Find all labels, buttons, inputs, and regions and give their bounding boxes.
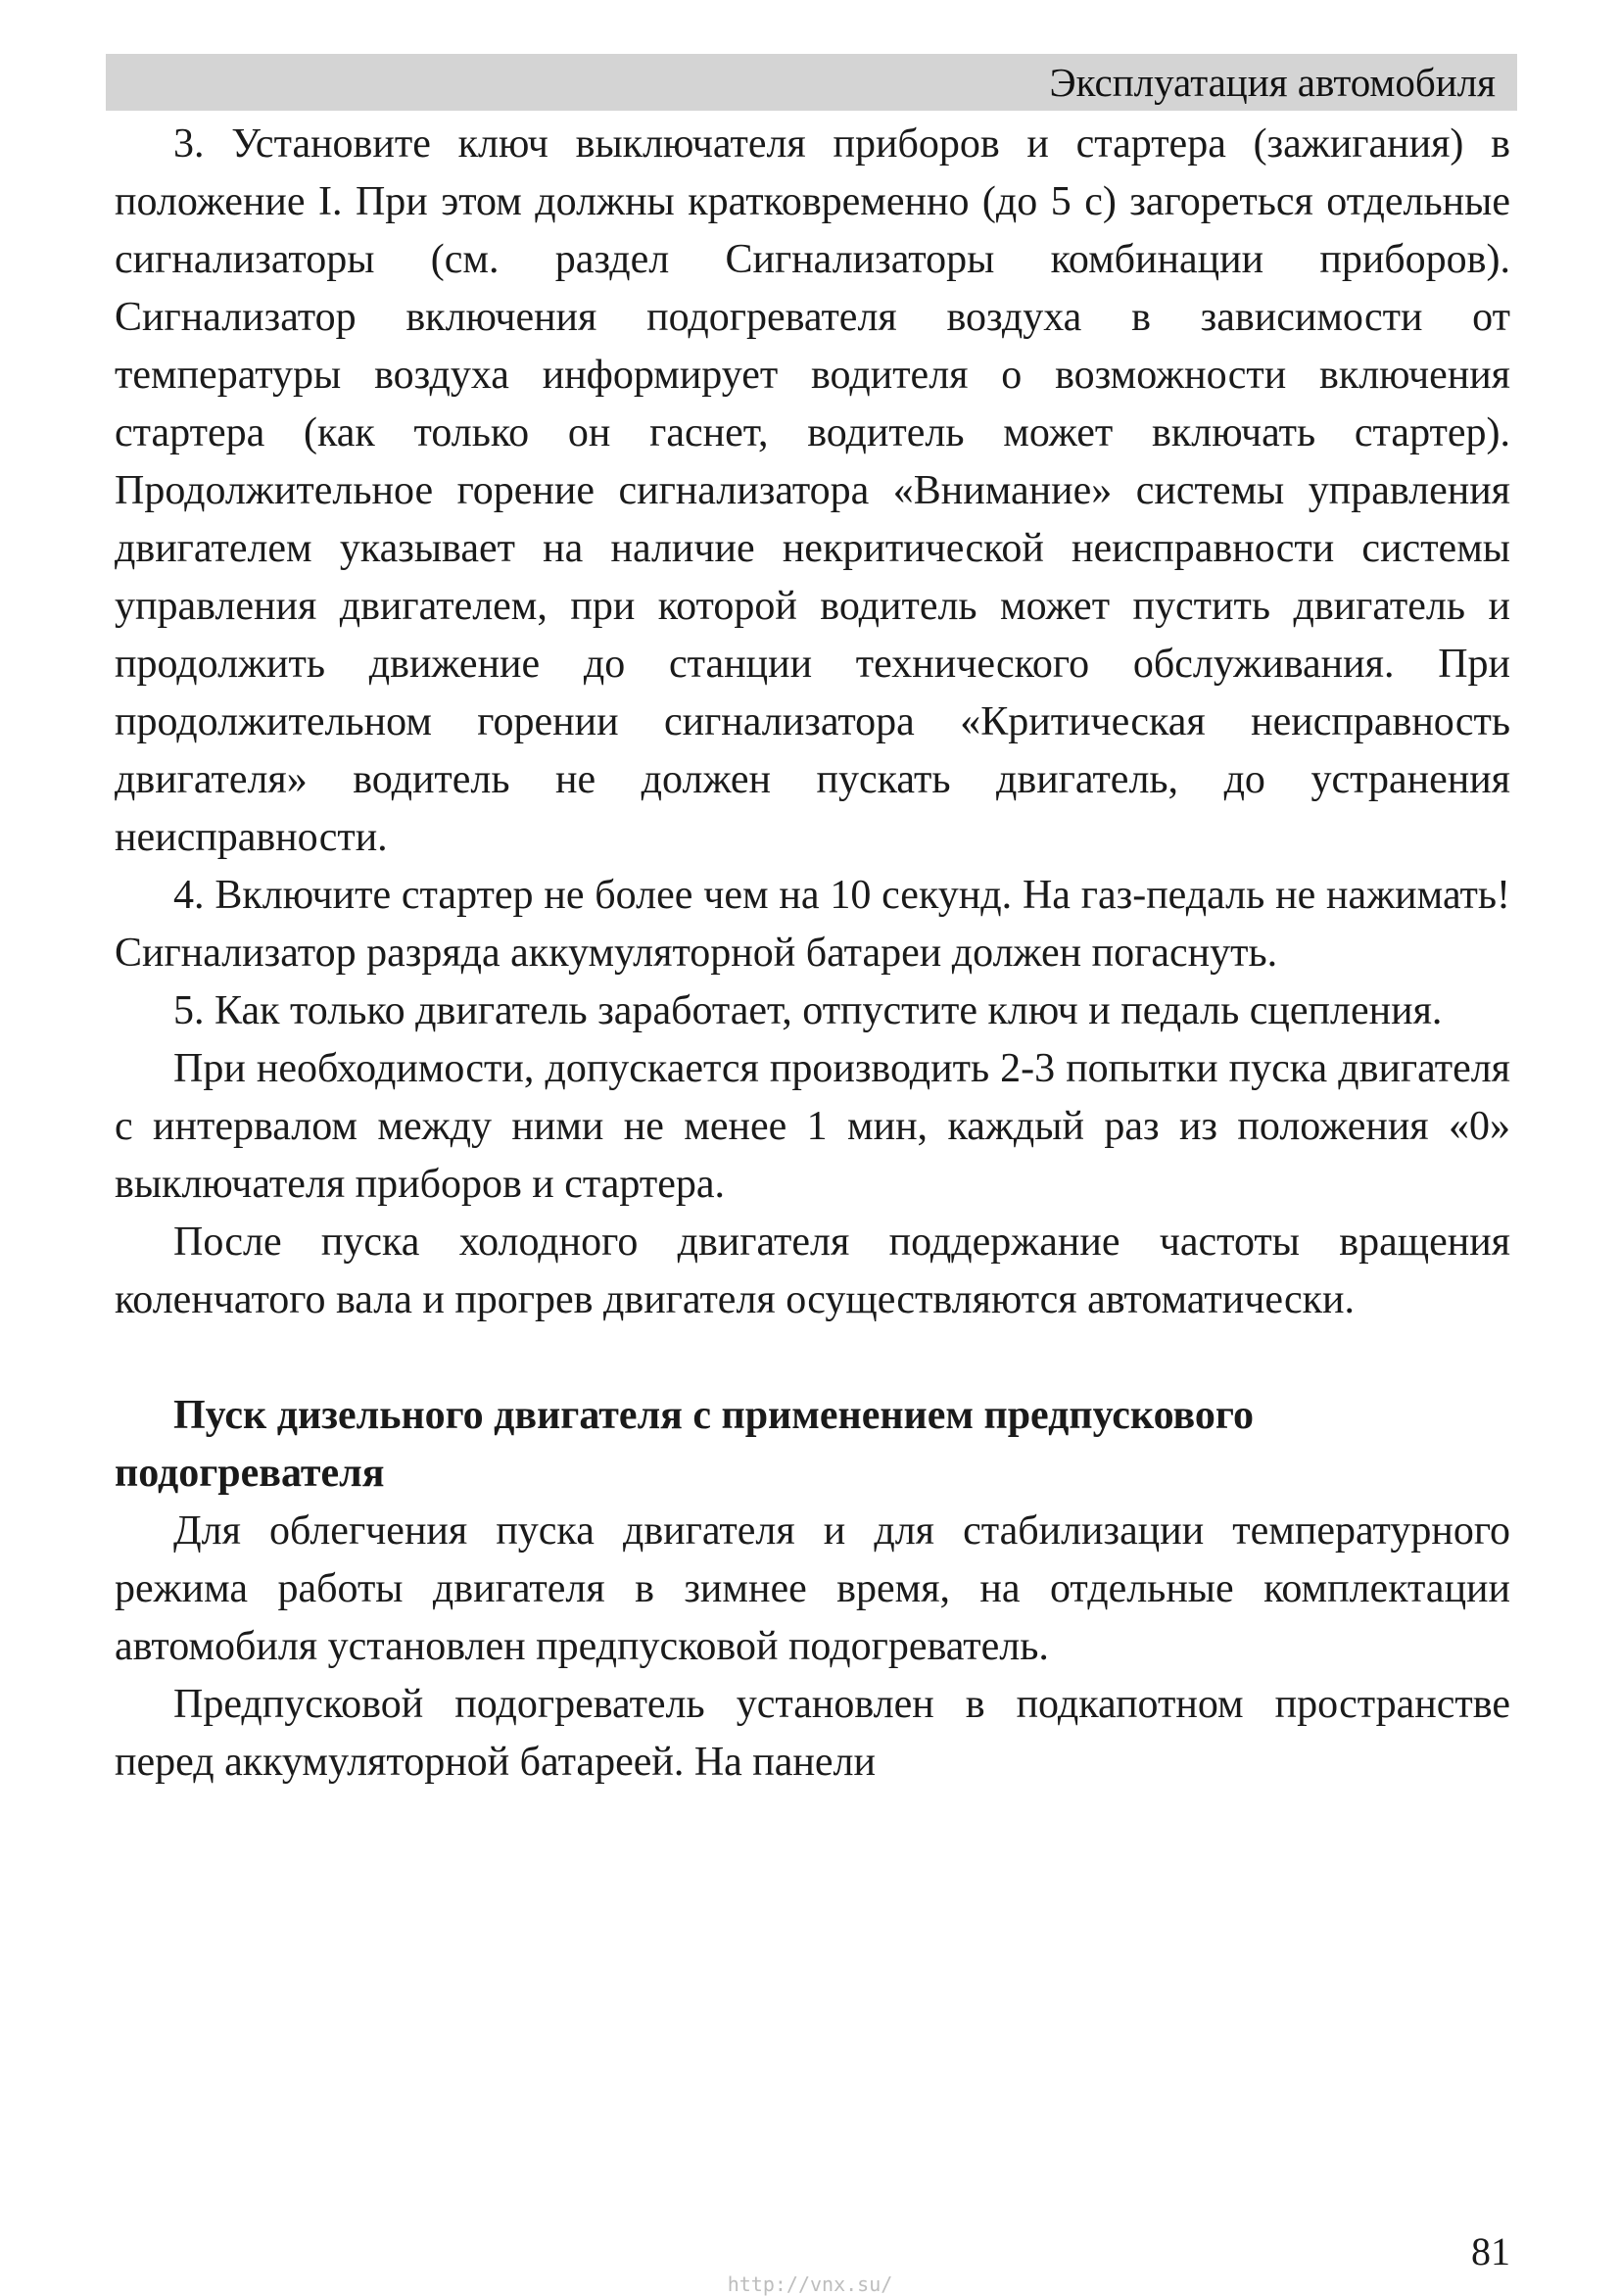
paragraph-step-5: 5. Как только двигатель заработает, отпустите ключ и педаль сцепления. — [173, 988, 1443, 1033]
paragraph-preheater-purpose: Для облегчения пуска двигателя и для стабилизации температурного режима работы двигателя в зимнее время, на отдельные комплектации автомобиля установлен предпусковой подогреватель. — [115, 1508, 1510, 1669]
paragraph-step-3: 3. Установите ключ выключателя приборов и стартера (зажигания) в положение I. При этом должны кратковременно (до 5 с) загореться отдельные сигнализаторы (см. раздел Сигнализаторы комбинации приборов). Сигнализатор включения подогревателя воздуха в зависимости от температуры воздуха информирует водителя о возможности включения стартера (как только он гаснет, водитель может включать стартер). Продолжительное горение сигнализатора «Внимание» системы управления двигателем указывает на наличие некритической неисправности системы управления двигателем, при которой водитель может пустить двигатель и продолжить движение до станции технического обслуживания. При продолжительном горении сигнализатора «Критическая неисправность двигателя» водитель не должен пускать двигатель, до устранения неисправности. — [115, 121, 1510, 860]
page-body — [115, 116, 1510, 1792]
page-number: 81 — [1471, 2229, 1510, 2273]
paragraph-step-4: 4. Включите стартер не более чем на 10 секунд. На газ-педаль не нажимать! Сигнализатор разряда аккумуляторной батареи должен погаснуть. — [115, 873, 1510, 976]
paragraph-retry: При необходимости, допускается производить 2-3 попытки пуска двигателя с интервалом между ними не менее 1 мин, каждый раз из положения «0» выключателя приборов и стартера. — [115, 1046, 1510, 1207]
section-spacer — [115, 1329, 1510, 1387]
paragraph-warmup: После пуска холодного двигателя поддержание частоты вращения коленчатого вала и прогрев двигателя осуществляются автоматически. — [115, 1220, 1510, 1322]
footer-url[interactable]: http://vnx.su/ — [727, 2272, 893, 2296]
paragraph-preheater-location: Предпусковой подогреватель установлен в подкапотном пространстве перед аккумуляторной батареей. На панели — [115, 1682, 1510, 1785]
running-header — [106, 54, 1517, 111]
section-heading: Пуск дизельного двигателя с применением предпускового подогревателя — [115, 1393, 1254, 1496]
header-title: Эксплуатация автомобиля — [1049, 60, 1496, 105]
